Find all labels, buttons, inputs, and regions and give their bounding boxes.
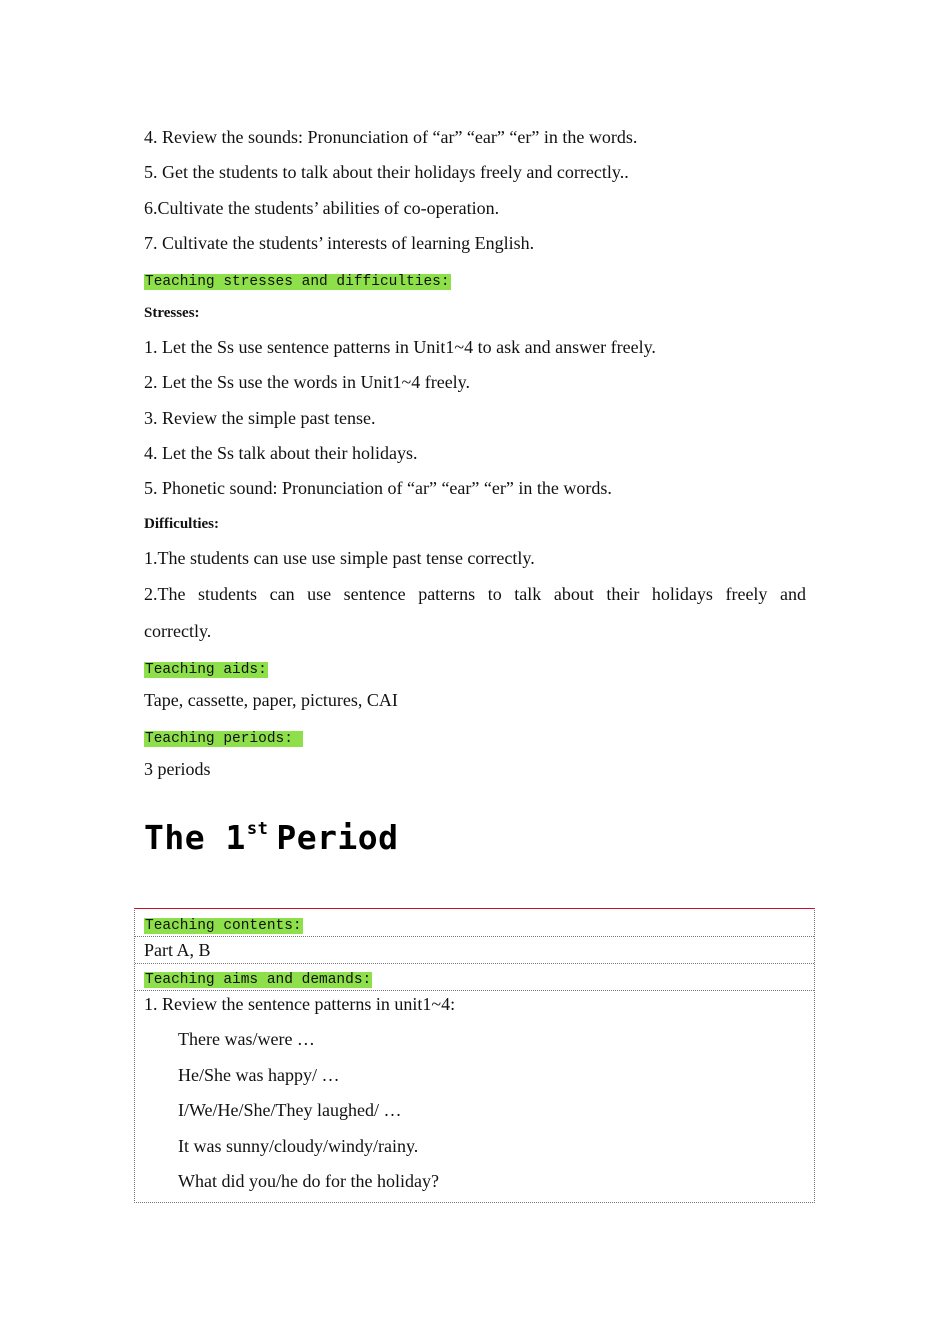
table-divider <box>135 990 814 991</box>
difficulty-2-word: use <box>307 584 332 604</box>
table-divider <box>135 936 814 937</box>
difficulty-item-2-continued: correctly. <box>144 621 212 641</box>
difficulty-2-word: students <box>198 584 258 604</box>
periods-section <box>144 725 303 750</box>
stress-item-5: 5. Phonetic sound: Pronunciation of “ar” “ear” “er” in the words. <box>144 478 612 498</box>
stresses-section <box>144 268 451 293</box>
period-title-suffix: Period <box>276 818 399 857</box>
difficulty-2-word: about <box>553 584 594 604</box>
teaching-contents-heading: Teaching contents: <box>145 918 302 934</box>
stress-item-1: 1. Let the Ss use sentence patterns in Unit1~4 to ask and answer freely. <box>144 337 656 357</box>
table-divider <box>135 963 814 964</box>
aims-pattern-item: What did you/he do for the holiday? <box>178 1171 439 1191</box>
aims-pattern-item: I/We/He/She/They laughed/ … <box>178 1100 402 1120</box>
difficulty-2-word: patterns <box>418 584 476 604</box>
objective-5: 5. Get the students to talk about their holidays freely and correctly.. <box>144 162 629 182</box>
objective-4: 4. Review the sounds: Pronunciation of “ar” “ear” “er” in the words. <box>144 127 638 147</box>
difficulty-2-word: 2.The <box>144 584 186 604</box>
teaching-aids-text: Tape, cassette, paper, pictures, CAI <box>144 690 398 710</box>
period-title-ordinal: st <box>246 819 269 839</box>
lesson-table <box>134 908 815 1203</box>
difficulties-label: Difficulties: <box>144 516 219 532</box>
teaching-periods-heading: Teaching periods: <box>145 731 302 747</box>
difficulty-item-2 <box>144 583 806 605</box>
aims-pattern-item: It was sunny/cloudy/windy/rainy. <box>178 1136 419 1156</box>
teaching-aids-heading: Teaching aids: <box>145 662 267 678</box>
difficulty-2-word: sentence <box>343 584 406 604</box>
stresses-label: Stresses: <box>144 305 200 321</box>
difficulty-2-word: talk <box>514 584 542 604</box>
teaching-contents-text: Part A, B <box>144 940 211 960</box>
aims-pattern-item: There was/were … <box>178 1029 315 1049</box>
difficulty-2-word: and <box>779 584 806 604</box>
objective-6: 6.Cultivate the students’ abilities of co-operation. <box>144 198 500 218</box>
table-row-contents-heading <box>144 912 303 937</box>
aims-intro: 1. Review the sentence patterns in unit1~4: <box>144 994 456 1014</box>
teaching-aims-heading: Teaching aims and demands: <box>145 972 372 988</box>
difficulty-2-word: to <box>487 584 502 604</box>
difficulty-2-word: holidays <box>651 584 713 604</box>
objective-7: 7. Cultivate the students’ interests of learning English. <box>144 233 535 253</box>
difficulty-2-word: freely <box>725 584 768 604</box>
stress-item-2: 2. Let the Ss use the words in Unit1~4 freely. <box>144 372 471 392</box>
stress-item-4: 4. Let the Ss talk about their holidays. <box>144 443 418 463</box>
stresses-difficulties-heading: Teaching stresses and difficulties: <box>145 274 450 290</box>
difficulty-item-1: 1.The students can use use simple past tense correctly. <box>144 548 535 568</box>
stress-item-3: 3. Review the simple past tense. <box>144 408 376 428</box>
period-title-prefix: The 1 <box>144 818 246 857</box>
difficulty-2-word: can <box>269 584 295 604</box>
difficulty-2-word: their <box>606 584 640 604</box>
teaching-periods-text: 3 periods <box>144 759 211 779</box>
aids-section <box>144 656 268 681</box>
table-row-aims-heading <box>144 966 372 991</box>
aims-pattern-item: He/She was happy/ … <box>178 1065 340 1085</box>
period-title <box>144 818 399 857</box>
